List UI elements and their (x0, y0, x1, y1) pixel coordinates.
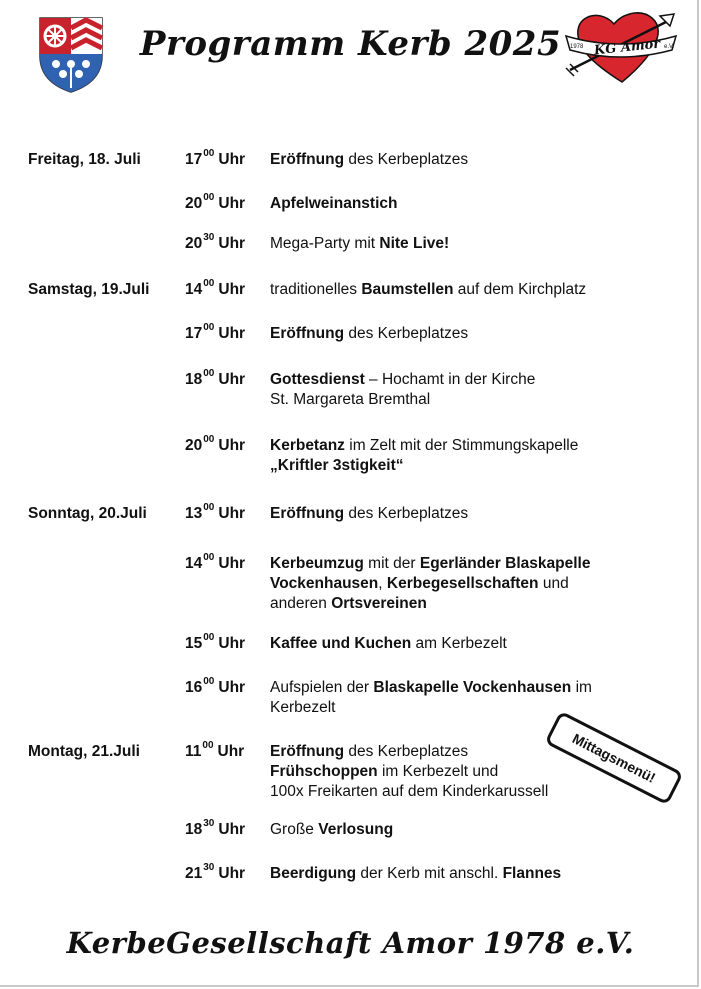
event-text: Aufspielen der (270, 679, 374, 696)
day-label: Freitag, 18. Juli (28, 151, 141, 168)
event-highlight: Kaffee und Kuchen (270, 635, 412, 652)
event-highlight: Eröffnung (270, 151, 345, 168)
event-line (270, 554, 690, 574)
emblem-text: KG Amor (593, 36, 661, 59)
time-minutes: 00 (203, 502, 215, 513)
event-text: auf dem Kirchplatz (453, 281, 587, 298)
time-hour: 20 (185, 437, 203, 454)
event-description (270, 234, 690, 254)
event-description (270, 820, 690, 840)
time-unit: Uhr (218, 821, 246, 838)
event-highlight: Kerbetanz (270, 437, 345, 454)
emblem-ev: e.V. (664, 44, 675, 50)
event-highlight: Verlosung (318, 821, 394, 838)
event-highlight: Kerbeumzug (270, 555, 364, 572)
time-unit: Uhr (218, 635, 246, 652)
event-line (270, 698, 690, 718)
event-description (270, 504, 690, 524)
event-description (270, 634, 690, 654)
event-line (270, 324, 690, 344)
time-minutes: 00 (203, 192, 215, 203)
mittagsmenu-badge: Mittagsmenü! (544, 711, 683, 806)
time-label (185, 634, 245, 654)
time-unit: Uhr (218, 195, 246, 212)
event-text: anderen (270, 595, 332, 612)
time-hour: 17 (185, 151, 203, 168)
time-minutes: 30 (203, 862, 215, 873)
time-label (185, 678, 245, 698)
event-highlight: Flannes (502, 865, 562, 882)
event-text: traditionelles (270, 281, 362, 298)
event-highlight: Nite Live! (379, 235, 450, 252)
event-description (270, 194, 690, 214)
event-line (270, 150, 690, 170)
event-description (270, 864, 690, 884)
event-line (270, 594, 690, 614)
time-minutes: 30 (203, 232, 215, 243)
time-label (185, 194, 245, 214)
day-label: Sonntag, 20.Juli (28, 505, 147, 522)
time-unit: Uhr (218, 235, 246, 252)
event-line (270, 436, 690, 456)
event-highlight: Gottesdienst (270, 371, 365, 388)
time-label (185, 234, 245, 254)
event-text: Mega-Party mit (270, 235, 380, 252)
time-hour: 14 (185, 281, 203, 298)
time-unit: Uhr (218, 679, 246, 696)
time-minutes: 00 (203, 552, 215, 563)
event-text: und (538, 575, 569, 592)
time-unit: Uhr (218, 555, 246, 572)
time-label (185, 504, 245, 524)
event-highlight: „Kriftler 3stigkeit“ (270, 457, 404, 474)
event-text: am Kerbezelt (411, 635, 507, 652)
time-minutes: 00 (203, 278, 215, 289)
event-line (270, 820, 690, 840)
event-line (270, 634, 690, 654)
event-line (270, 234, 690, 254)
time-minutes: 00 (203, 632, 215, 643)
event-highlight: Frühschoppen (270, 763, 378, 780)
event-line (270, 280, 690, 300)
event-description (270, 280, 690, 300)
event-text: Große (270, 821, 319, 838)
event-line (270, 574, 690, 594)
event-line (270, 864, 690, 884)
time-hour: 18 (185, 821, 203, 838)
time-unit: Uhr (218, 371, 246, 388)
event-description (270, 554, 690, 614)
time-hour: 20 (185, 195, 203, 212)
event-line (270, 678, 690, 698)
day-label: Montag, 21.Juli (28, 743, 140, 760)
footer-organizer: KerbeGesellschaft Amor 1978 e.V. (66, 926, 635, 960)
event-text: der Kerb mit anschl. (356, 865, 503, 882)
event-text: im Zelt mit der Stimmungskapelle (344, 437, 579, 454)
event-text: , (378, 575, 387, 592)
time-unit: Uhr (218, 505, 246, 522)
time-label (185, 324, 245, 344)
event-text: St. Margareta Bremthal (270, 391, 431, 408)
time-label (185, 820, 245, 840)
event-highlight: Baumstellen (361, 281, 454, 298)
event-line (270, 504, 690, 524)
day-label: Samstag, 19.Juli (28, 281, 150, 298)
event-description (270, 150, 690, 170)
event-highlight: Kerbegesellschaften (386, 575, 539, 592)
event-text: im (571, 679, 592, 696)
event-highlight: Beerdigung (270, 865, 357, 882)
time-unit: Uhr (218, 325, 246, 342)
event-text: – Hochamt in der Kirche (364, 371, 536, 388)
time-hour: 20 (185, 235, 203, 252)
event-text: des Kerbeplatzes (344, 505, 469, 522)
time-label (185, 864, 245, 884)
time-hour: 15 (185, 635, 203, 652)
time-hour: 18 (185, 371, 203, 388)
event-description (270, 678, 690, 718)
time-hour: 16 (185, 679, 203, 696)
event-highlight: Apfelweinanstich (270, 195, 398, 212)
time-label (185, 370, 245, 390)
time-unit: Uhr (218, 151, 246, 168)
time-label (185, 280, 245, 300)
time-label (185, 436, 245, 456)
event-text: 100x Freikarten auf dem Kinderkarussell (270, 783, 549, 800)
event-text: Kerbezelt (270, 699, 336, 716)
event-line (270, 390, 690, 410)
time-unit: Uhr (218, 437, 246, 454)
time-hour: 17 (185, 325, 203, 342)
event-text: des Kerbeplatzes (344, 151, 469, 168)
event-highlight: Eröffnung (270, 325, 345, 342)
event-description (270, 370, 690, 410)
event-text: im Kerbezelt und (377, 763, 499, 780)
time-minutes: 00 (202, 740, 214, 751)
time-unit: Uhr (218, 281, 246, 298)
time-unit: Uhr (218, 865, 246, 882)
event-highlight: Ortsvereinen (331, 595, 427, 612)
event-text: des Kerbeplatzes (344, 743, 469, 760)
time-hour: 13 (185, 505, 203, 522)
page-title: Programm Kerb 2025 (139, 24, 562, 64)
time-hour: 14 (185, 555, 203, 572)
time-hour: 11 (185, 743, 202, 760)
time-minutes: 00 (203, 322, 215, 333)
event-description (270, 436, 690, 476)
time-hour: 21 (185, 865, 203, 882)
time-label (185, 150, 245, 170)
event-line (270, 194, 690, 214)
time-label (185, 554, 245, 574)
time-minutes: 30 (203, 818, 215, 829)
event-text: des Kerbeplatzes (344, 325, 469, 342)
event-highlight: Egerländer Blaskapelle (419, 555, 591, 572)
event-highlight: Eröffnung (270, 505, 345, 522)
event-line (270, 456, 690, 476)
emblem-year: 1978 (570, 44, 584, 50)
time-minutes: 00 (203, 148, 215, 159)
time-minutes: 00 (203, 434, 215, 445)
event-line (270, 370, 690, 390)
event-text: mit der (363, 555, 420, 572)
event-description (270, 324, 690, 344)
event-highlight: Blaskapelle Vockenhausen (373, 679, 572, 696)
event-highlight: Eröffnung (270, 743, 345, 760)
time-label (185, 742, 244, 762)
time-unit: Uhr (217, 743, 245, 760)
time-minutes: 00 (203, 676, 215, 687)
time-minutes: 00 (203, 368, 215, 379)
event-highlight: Vockenhausen (270, 575, 379, 592)
